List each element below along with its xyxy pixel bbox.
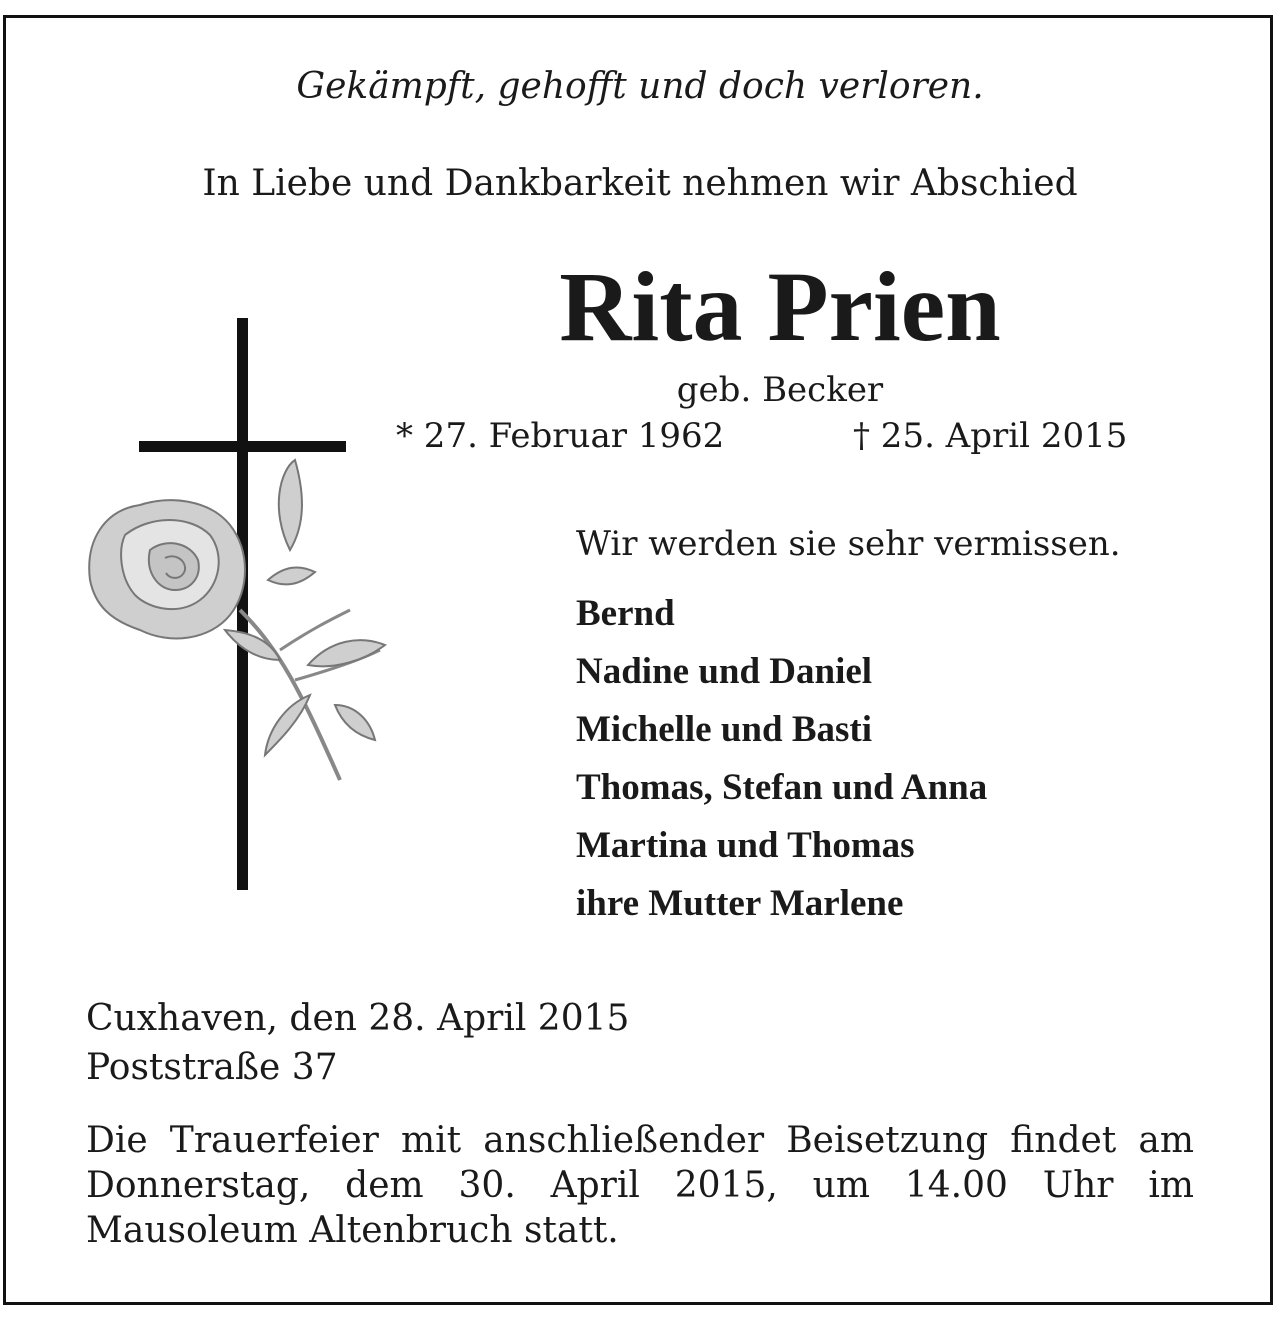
deceased-name: Rita Prien xyxy=(559,251,1001,362)
miss-line: Wir werden sie sehr vermissen. xyxy=(576,524,1121,564)
mourner-name: Bernd xyxy=(576,593,675,634)
place-date: Cuxhaven, den 28. April 2015 xyxy=(86,998,630,1039)
mourner-name: Michelle und Basti xyxy=(576,709,873,750)
mourner-name: Thomas, Stefan und Anna xyxy=(576,767,988,808)
cross-and-rose xyxy=(80,310,410,900)
mourner-name: ihre Mutter Marlene xyxy=(576,883,904,924)
mourner-name: Nadine und Daniel xyxy=(576,651,873,692)
intro-line: In Liebe und Dankbarkeit nehmen wir Abschied xyxy=(202,163,1078,204)
mourner-name: Martina und Thomas xyxy=(576,825,915,866)
funeral-notice: Die Trauerfeier mit anschließender Beisetzung findet am Donnerstag, dem 30. April 2015, um 14.00 Uhr im Mausoleum Altenbruch statt. xyxy=(86,1120,1194,1251)
mourners-list xyxy=(576,588,987,936)
maiden-name: geb. Becker xyxy=(676,370,884,410)
death-date: † 25. April 2015 xyxy=(853,416,1128,456)
motto: Gekämpft, gehofft und doch verloren. xyxy=(296,66,984,107)
address: Poststraße 37 xyxy=(86,1047,338,1088)
birth-date: * 27. Februar 1962 xyxy=(396,416,725,456)
